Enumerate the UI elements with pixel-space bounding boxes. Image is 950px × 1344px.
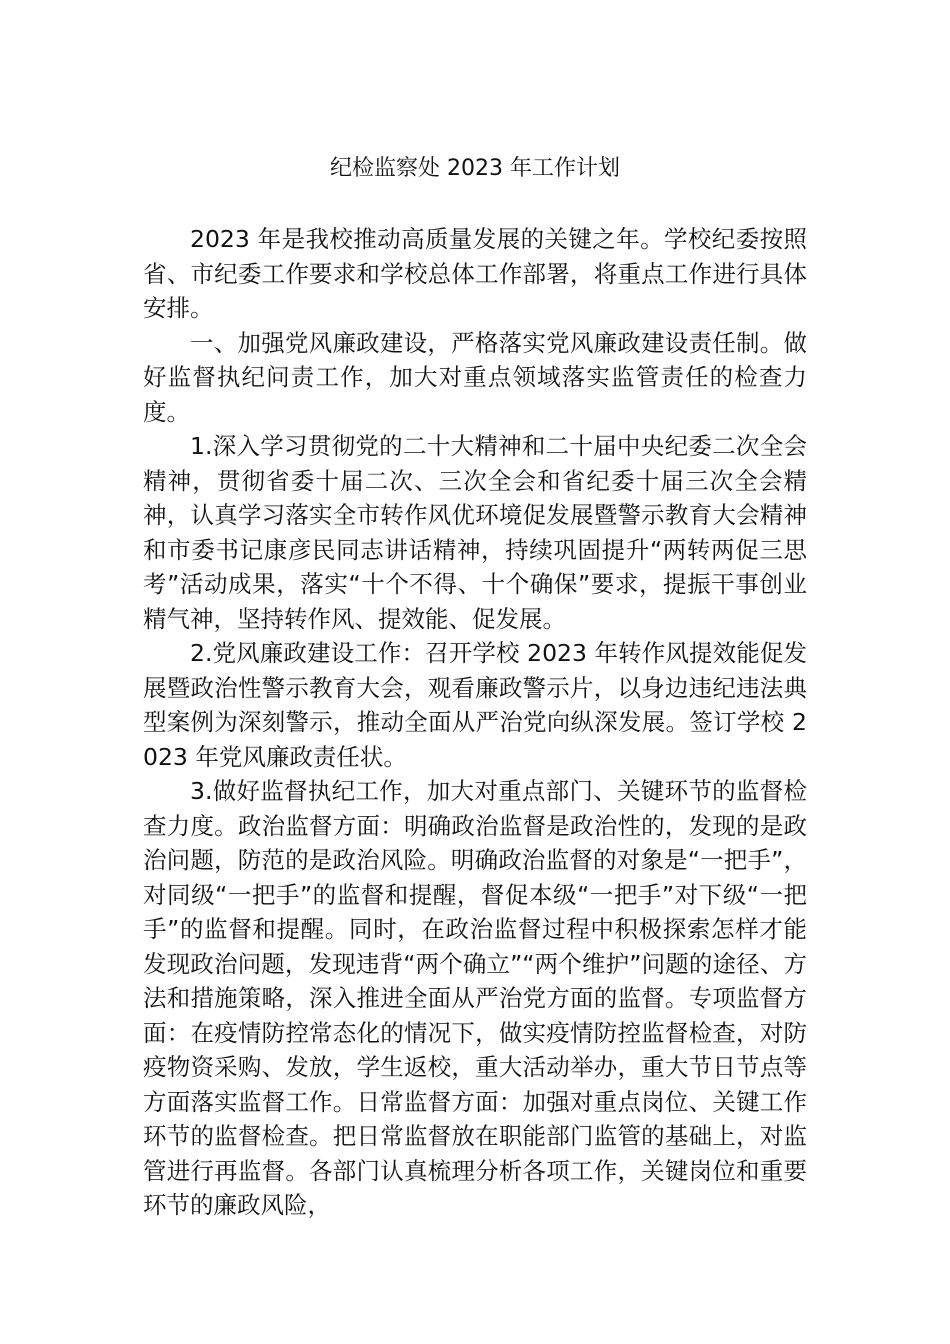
paragraph-item-2: 2.党风廉政建设工作：召开学校 2023 年转作风提效能促发展暨政治性警示教育大会，观看廉政警示片，以身边违纪违法典型案例为深刻警示，推动全面从严治党向纵深发展。签订学校 2023 年党风廉政责任状。 [143,639,807,771]
paragraph-item-1: 1.深入学习贯彻党的二十大精神和二十届中央纪委二次全会精神，贯彻省委十届二次、三次全会和省纪委十届三次全会精神，认真学习落实全市转作风优环境促发展暨警示教育大会精神和市委书记康彦民同志讲话精神，持续巩固提升“两转两促三思考”活动成果，落实“十个不得、十个确保”要求，提振干事创业精气神，坚持转作风、提效能、促发展。 [143,432,807,633]
paragraph-intro: 2023 年是我校推动高质量发展的关键之年。学校纪委按照省、市纪委工作要求和学校总体工作部署，将重点工作进行具体安排。 [143,225,807,322]
paragraph-section-one: 一、加强党风廉政建设，严格落实党风廉政建设责任制。做好监督执纪问责工作，加大对重点领域落实监管责任的检查力度。 [143,328,807,426]
document-body [143,222,807,1223]
paragraph-item-3: 3.做好监督执纪工作，加大对重点部门、关键环节的监督检查力度。政治监督方面：明确政治监督是政治性的，发现的是政治问题，防范的是政治风险。明确政治监督的对象是“一把手”，对同级“一把手”的监督和提醒，督促本级“一把手”对下级“一把手”的监督和提醒。同时，在政治监督过程中积极探索怎样才能发现政治问题，发现违背“两个确立”“两个维护”问题的途径、方法和措施策略，深入推进全面从严治党方面的监督。专项监督方面：在疫情防控常态化的情况下，做实疫情防控监督检查，对防疫物资采购、发放，学生返校，重大活动举办，重大节日节点等方面落实监督工作。日常监督方面：加强对重点岗位、关键工作环节的监督检查。把日常监督放在职能部门监管的基础上，对监管进行再监督。各部门认真梳理分析各项工作，关键岗位和重要环节的廉政风险， [143,777,807,1219]
document-title: 纪检监察处 2023 年工作计划 [330,156,620,181]
